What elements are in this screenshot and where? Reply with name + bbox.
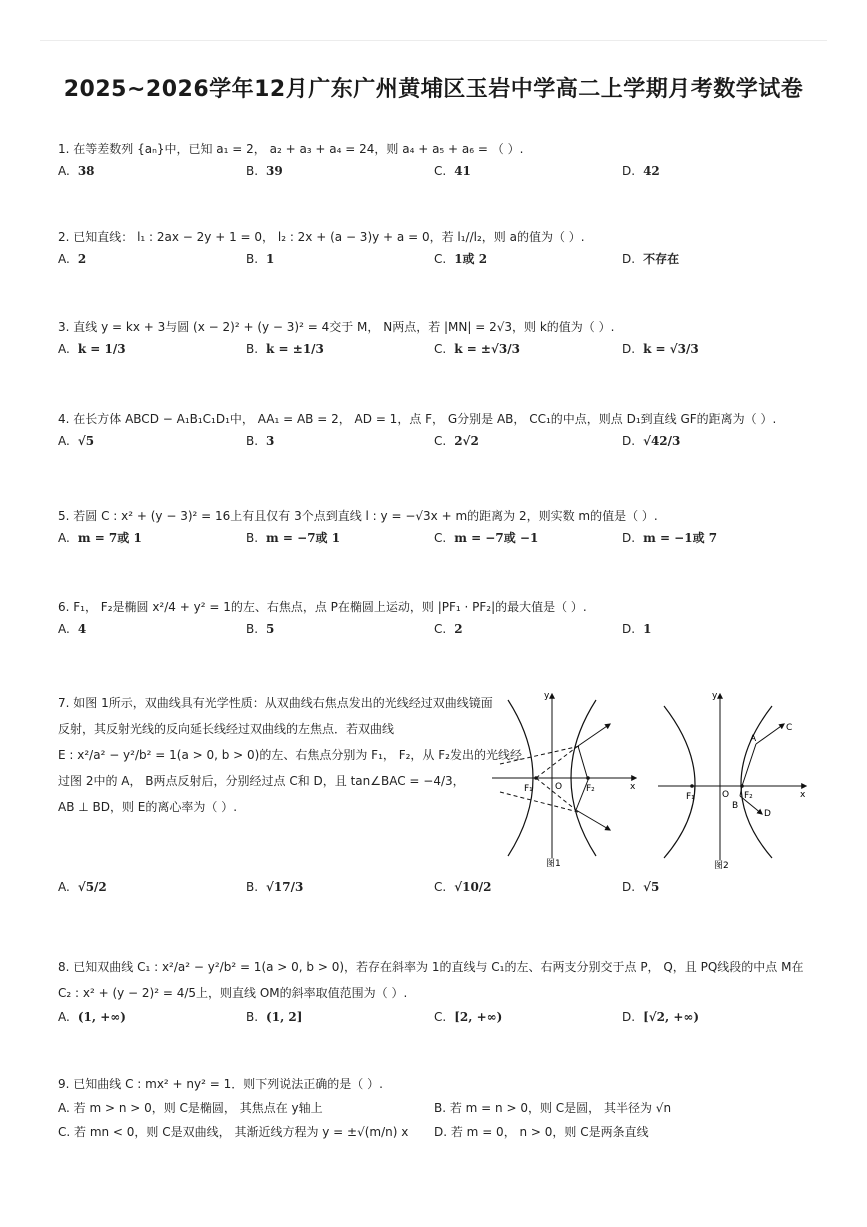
point-label: F₂: [744, 791, 753, 801]
question-stem: 4. 在长方体 ABCD − A₁B₁C₁D₁中， AA₁ = AB = 2， AD = 1，点 F， G分别是 AB， CC₁的中点，则点 D₁到直线 GF的距离为（ ）.: [58, 412, 777, 426]
option-row: [58, 1123, 848, 1147]
stem-line: 7. 如图 1所示，双曲线具有光学性质：从双曲线右焦点发出的光线经过双曲线镜面: [58, 696, 493, 710]
question-6: [58, 598, 848, 642]
axis-label: y: [712, 691, 718, 701]
option-b[interactable]: B. (1, 2]: [246, 1010, 303, 1024]
option-d[interactable]: D. 不存在: [622, 252, 680, 266]
question-stem: 3. 直线 y = kx + 3与圆 (x − 2)² + (y − 3)² = 4交于 M， N两点，若 |MN| = 2√3，则 k的值为（ ）.: [58, 320, 615, 334]
focus-point: [690, 784, 694, 788]
figure-caption: 图1: [546, 859, 561, 869]
figure-1: [492, 691, 636, 869]
option-d[interactable]: D. 42: [622, 164, 660, 178]
option-row: [58, 880, 848, 910]
axis-label: x: [630, 782, 636, 792]
option-c[interactable]: C. √10/2: [434, 880, 492, 894]
option-d[interactable]: D. 1: [622, 622, 652, 636]
right-branch: [741, 706, 772, 858]
question-5: [58, 507, 848, 551]
option-a[interactable]: A. √5/2: [58, 880, 107, 894]
axis-label: y: [544, 691, 550, 701]
point-label: B: [732, 801, 739, 811]
axis-label: x: [800, 790, 806, 800]
option-c[interactable]: C. 2: [434, 622, 463, 636]
option-d[interactable]: D. 若 m = 0， n > 0，则 C是两条直线: [434, 1125, 649, 1139]
option-b[interactable]: B. 若 m = n > 0，则 C是圆， 其半径为 √n: [434, 1101, 672, 1115]
question-4: [58, 410, 848, 462]
focus-point: [534, 776, 538, 780]
light-ray: [578, 746, 588, 780]
hyperbola-figures: [488, 688, 818, 878]
option-a[interactable]: A. 38: [58, 164, 95, 178]
origin-label: O: [555, 782, 563, 792]
option-d[interactable]: D. [√2, +∞): [622, 1010, 700, 1024]
question-stem: 8. 已知双曲线 C₁ : x²/a² − y²/b² = 1(a > 0, b > 0)，若存在斜率为 1的直线与 C₁的左、右两支分别交于点 P， Q，且 PQ线段的中点 M在: [58, 960, 804, 974]
stem-line: AB ⊥ BD，则 E的离心率为（ ）.: [58, 800, 238, 814]
left-branch: [664, 706, 695, 858]
option-b[interactable]: B. 39: [246, 164, 283, 178]
option-d[interactable]: D. m = −1或 7: [622, 531, 718, 545]
question-7-stem: [58, 690, 522, 820]
focus-point: [586, 776, 590, 780]
option-row: [58, 432, 848, 462]
option-row: [58, 529, 848, 551]
point-label: D: [764, 809, 771, 819]
option-c[interactable]: C. [2, +∞): [434, 1010, 503, 1024]
option-a[interactable]: A. √5: [58, 434, 95, 448]
option-a[interactable]: A. 4: [58, 622, 87, 636]
option-row: [58, 1008, 848, 1030]
option-c[interactable]: C. 2√2: [434, 434, 479, 448]
question-stem: 6. F₁， F₂是椭圆 x²/4 + y² = 1的左、右焦点，点 P在椭圆上运动，则 |PF₁ · PF₂|的最大值是（ ）.: [58, 600, 587, 614]
option-row: [58, 162, 848, 184]
option-b[interactable]: B. 3: [246, 434, 275, 448]
option-a[interactable]: A. 若 m > n > 0，则 C是椭圆， 其焦点在 y轴上: [58, 1101, 323, 1115]
option-b[interactable]: B. 1: [246, 252, 275, 266]
point-label: F₁: [686, 792, 695, 802]
option-c[interactable]: C. k = ±√3/3: [434, 342, 520, 356]
stem-line: 过图 2中的 A， B两点反射后，分别经过点 C和 D，且 tan∠BAC = −4/3，: [58, 774, 465, 788]
option-b[interactable]: B. m = −7或 1: [246, 531, 341, 545]
page-title: 2025~2026学年12月广东广州黄埔区玉岩中学高二上学期月考数学试卷: [63, 77, 804, 102]
question-stem: C₂ : x² + (y − 2)² = 4/5上，则直线 OM的斜率取值范围为（ ）.: [58, 986, 408, 1000]
question-stem: 9. 已知曲线 C : mx² + ny² = 1．则下列说法正确的是（ ）.: [58, 1077, 383, 1091]
option-b[interactable]: B. √17/3: [246, 880, 304, 894]
question-3: [58, 318, 848, 370]
question-1: [58, 140, 848, 184]
origin-label: O: [722, 790, 730, 800]
point-label: F₁: [524, 784, 533, 794]
option-b[interactable]: B. k = ±1/3: [246, 342, 324, 356]
reflected-ray: [756, 724, 784, 744]
question-stem: 1. 在等差数列 {aₙ}中，已知 a₁ = 2， a₂ + a₃ + a₄ = 24，则 a₄ + a₅ + a₆ = （ ）.: [58, 142, 524, 156]
option-d[interactable]: D. √5: [622, 880, 660, 894]
question-7-options: [58, 880, 848, 910]
point-label: F₂: [586, 784, 595, 794]
question-9: [58, 1075, 848, 1147]
point-label: C: [786, 723, 793, 733]
figure-2: [658, 691, 806, 871]
figure-caption: 图2: [714, 861, 729, 871]
option-a[interactable]: A. 2: [58, 252, 87, 266]
stem-line: E : x²/a² − y²/b² = 1(a > 0, b > 0)的左、右焦点分别为 F₁， F₂，从 F₂发出的光线经: [58, 748, 522, 762]
focus-point: [740, 784, 744, 788]
stem-line: 反射，其反射光线的反向延长线经过双曲线的左焦点．若双曲线: [58, 722, 395, 736]
point-label: A: [750, 734, 757, 744]
option-row: [58, 340, 848, 370]
dashed-ray: [500, 746, 580, 764]
option-c[interactable]: C. 41: [434, 164, 471, 178]
option-b[interactable]: B. 5: [246, 622, 275, 636]
question-8: [58, 958, 848, 1030]
question-2: [58, 228, 848, 272]
question-stem: 5. 若圆 C : x² + (y − 3)² = 16上有且仅有 3个点到直线 l : y = −√3x + m的距离为 2，则实数 m的值是（ ）.: [58, 509, 658, 523]
option-a[interactable]: A. (1, +∞): [58, 1010, 126, 1024]
option-d[interactable]: D. k = √3/3: [622, 342, 699, 356]
option-a[interactable]: A. m = 7或 1: [58, 531, 142, 545]
question-stem: 2. 已知直线： l₁ : 2ax − 2y + 1 = 0， l₂ : 2x + (a − 3)y + a = 0，若 l₁//l₂，则 a的值为（ ）.: [58, 230, 585, 244]
option-c[interactable]: C. 1或 2: [434, 252, 488, 266]
option-c[interactable]: C. 若 mn < 0，则 C是双曲线， 其渐近线方程为 y = ±√(m/n) x: [58, 1125, 409, 1139]
option-row: [58, 1099, 848, 1123]
option-row: [58, 250, 848, 272]
top-divider: [40, 40, 827, 41]
option-row: [58, 620, 848, 642]
option-a[interactable]: A. k = 1/3: [58, 342, 126, 356]
light-ray: [742, 744, 756, 786]
option-c[interactable]: C. m = −7或 −1: [434, 531, 539, 545]
reflected-ray: [578, 724, 610, 746]
option-d[interactable]: D. √42/3: [622, 434, 681, 448]
